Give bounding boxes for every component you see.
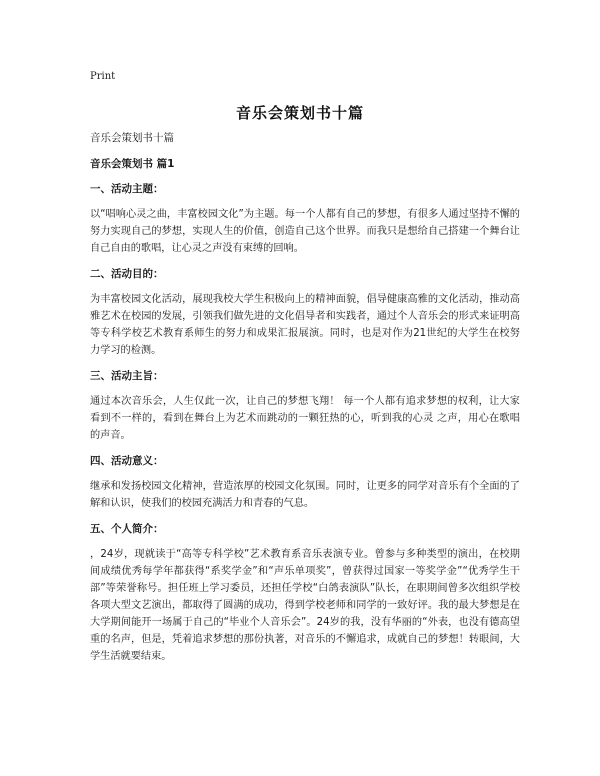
- section-body-aim: 通过本次音乐会，人生仅此一次，让自己的梦想飞翔！ 每一个人都有追求梦想的权利，让大家看到不一样的，看到在舞台上为艺术而跳动的一颗狂热的心，听到我的心灵 之声，用心在歌唱的声音。: [90, 396, 520, 441]
- section-body-significance: 继承和发扬校园文化精神，营造浓厚的校园文化氛围。同时，让更多的同学对音乐有个全面的了解和认识，使我们的校园充满活力和青春的气息。: [90, 481, 520, 509]
- document-body: [90, 130, 520, 674]
- section-body-theme: 以“唱响心灵之曲，丰富校园文化”为主题。每一个人都有自己的梦想，有很多人通过坚持不懈的努力实现自己的梦想，实现人生的价值，创造自己这个世界。而我只是想给自己搭建一个舞台让自己自由的歌唱，让心灵之声没有束缚的回响。: [90, 209, 520, 254]
- section-heading-profile: 五、个人简介：: [90, 523, 164, 535]
- part-heading: 音乐会策划书 篇1: [90, 158, 175, 170]
- section-heading-significance: 四、活动意义：: [90, 455, 164, 467]
- section-heading-purpose: 二、活动目的：: [90, 268, 164, 280]
- page-title: 音乐会策划书十篇: [235, 104, 364, 122]
- section-body-profile: ，24岁，现就读于“高等专科学校”艺术教育系音乐表演专业。曾参与多种类型的演出，在校期间成绩优秀每学年都获得“系奖学金”和“声乐单项奖”，曾获得过国家一等奖学金”“优秀学生干部”等荣誉称号。担任班上学习委员，还担任学校“白鸽表演队”队长，在职期间曾多次组织学校各项大型文艺演出，都取得了圆满的成功，得到学校老师和同学的一致好评。我的最大梦想是在大学期间能开一场属于自己的“毕业个人音乐会”。24岁的我，没有华丽的“外表，也没有德高望重的名声，但是，凭着追求梦想的那份执著，对音乐的不懈追求，成就自己的梦想！转眼间，大学生活就要结束。: [90, 549, 520, 662]
- print-label: Print: [90, 71, 116, 82]
- section-heading-aim: 三、活动主旨：: [90, 370, 164, 382]
- document-subtitle: 音乐会策划书十篇: [90, 132, 174, 144]
- section-body-purpose: 为丰富校园文化活动，展现我校大学生积极向上的精神面貌，倡导健康高雅的文化活动，推动高雅艺术在校园的发展，引领我们做先进的文化倡导者和实践者，通过个人音乐会的形式来证明高等专科学校艺术教育系师生的努力和成果汇报展演。同时，也是对作为21世纪的大学生在校努力学习的检测。: [90, 294, 520, 356]
- section-heading-theme: 一、活动主题：: [90, 183, 164, 195]
